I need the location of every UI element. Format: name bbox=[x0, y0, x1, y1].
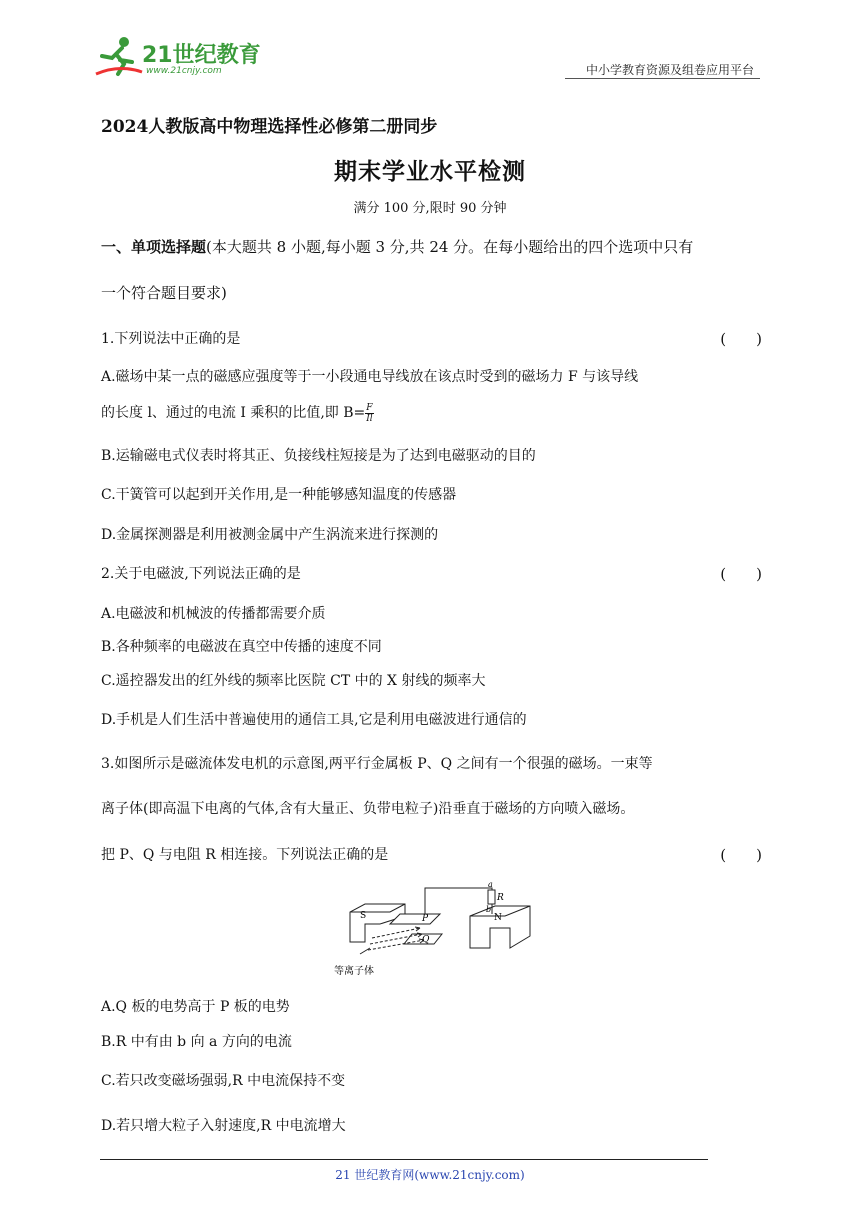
mhd-generator-figure bbox=[330, 876, 540, 984]
q1-option-a-line2: 的长度 l、通过的电流 I 乘积的比值,即 B= bbox=[101, 405, 366, 421]
header-divider bbox=[565, 78, 760, 79]
q2-option-a: A.电磁波和机械波的传播都需要介质 bbox=[101, 606, 326, 622]
score-info: 满分 100 分,限时 90 分钟 bbox=[353, 201, 507, 216]
q3-stem-line2: 离子体(即高温下电离的气体,含有大量正、负带电粒子)沿垂直于磁场的方向喷入磁场。 bbox=[101, 801, 635, 817]
q1-option-a: A.磁场中某一点的磁感应强度等于一小段通电导线放在该点时受到的磁场力 F 与该导线 bbox=[101, 369, 639, 385]
q3-answer-paren: ( ) bbox=[720, 846, 762, 864]
label-n: N bbox=[494, 913, 502, 923]
q3-option-a: A.Q 板的电势高于 P 板的电势 bbox=[101, 999, 290, 1015]
label-p: P bbox=[422, 914, 429, 924]
q3-stem-line1: 3.如图所示是磁流体发电机的示意图,两平行金属板 P、Q 之间有一个很强的磁场。一束等 bbox=[101, 756, 653, 772]
document-title: 2024人教版高中物理选择性必修第二册同步 bbox=[101, 117, 438, 137]
q1-option-b: B.运输磁电式仪表时将其正、负接线柱短接是为了达到电磁驱动的目的 bbox=[101, 448, 536, 464]
logo-text: 21世纪教育 bbox=[142, 43, 261, 68]
runner-logo-icon bbox=[94, 34, 144, 78]
q2-stem: 2.关于电磁波,下列说法正确的是 bbox=[101, 566, 301, 582]
q2-option-d: D.手机是人们生活中普遍使用的通信工具,它是利用电磁波进行通信的 bbox=[101, 712, 527, 728]
q2-option-b: B.各种频率的电磁波在真空中传播的速度不同 bbox=[101, 639, 382, 655]
formula-fraction: $\frac{F}{Il}$ bbox=[366, 402, 373, 424]
platform-label: 中小学教育资源及组卷应用平台 bbox=[585, 63, 754, 77]
q3-option-d: D.若只增大粒子入射速度,R 中电流增大 bbox=[101, 1118, 346, 1134]
footer-link[interactable]: 21 世纪教育网(www.21cnjy.com) bbox=[335, 1168, 525, 1182]
q3-option-b: B.R 中有由 b 向 a 方向的电流 bbox=[101, 1034, 292, 1050]
label-q: Q bbox=[422, 935, 430, 945]
label-plasma: 等离子体 bbox=[334, 966, 374, 977]
exam-title: 期末学业水平检测 bbox=[334, 158, 526, 185]
label-a: a bbox=[488, 880, 493, 889]
q1-option-a-cont bbox=[101, 402, 374, 424]
section-title: 一、单项选择题 bbox=[101, 238, 207, 256]
label-r: R bbox=[497, 893, 504, 903]
q1-stem: 1.下列说法中正确的是 bbox=[101, 331, 241, 347]
label-s: S bbox=[360, 911, 367, 921]
q3-option-c: C.若只改变磁场强弱,R 中电流保持不变 bbox=[101, 1073, 346, 1089]
mhd-diagram bbox=[330, 876, 540, 984]
q1-option-c: C.干簧管可以起到开关作用,是一种能够感知温度的传感器 bbox=[101, 487, 457, 503]
section-heading bbox=[101, 236, 693, 257]
footer-divider bbox=[100, 1159, 708, 1160]
q2-option-c: C.遥控器发出的红外线的频率比医院 CT 中的 X 射线的频率大 bbox=[101, 673, 486, 689]
q1-option-d: D.金属探测器是利用被测金属中产生涡流来进行探测的 bbox=[101, 527, 439, 543]
q2-answer-paren: ( ) bbox=[720, 565, 762, 583]
logo bbox=[94, 34, 264, 80]
label-b: b bbox=[486, 905, 492, 914]
section-desc: (本大题共 8 小题,每小题 3 分,共 24 分。在每小题给出的四个选项中只有 bbox=[206, 238, 694, 256]
section-desc-line2: 一个符合题目要求) bbox=[101, 284, 227, 302]
q1-answer-paren: ( ) bbox=[720, 330, 762, 348]
logo-url: www.21cnjy.com bbox=[146, 66, 222, 76]
q3-stem-line3: 把 P、Q 与电阻 R 相连接。下列说法正确的是 bbox=[101, 847, 389, 863]
